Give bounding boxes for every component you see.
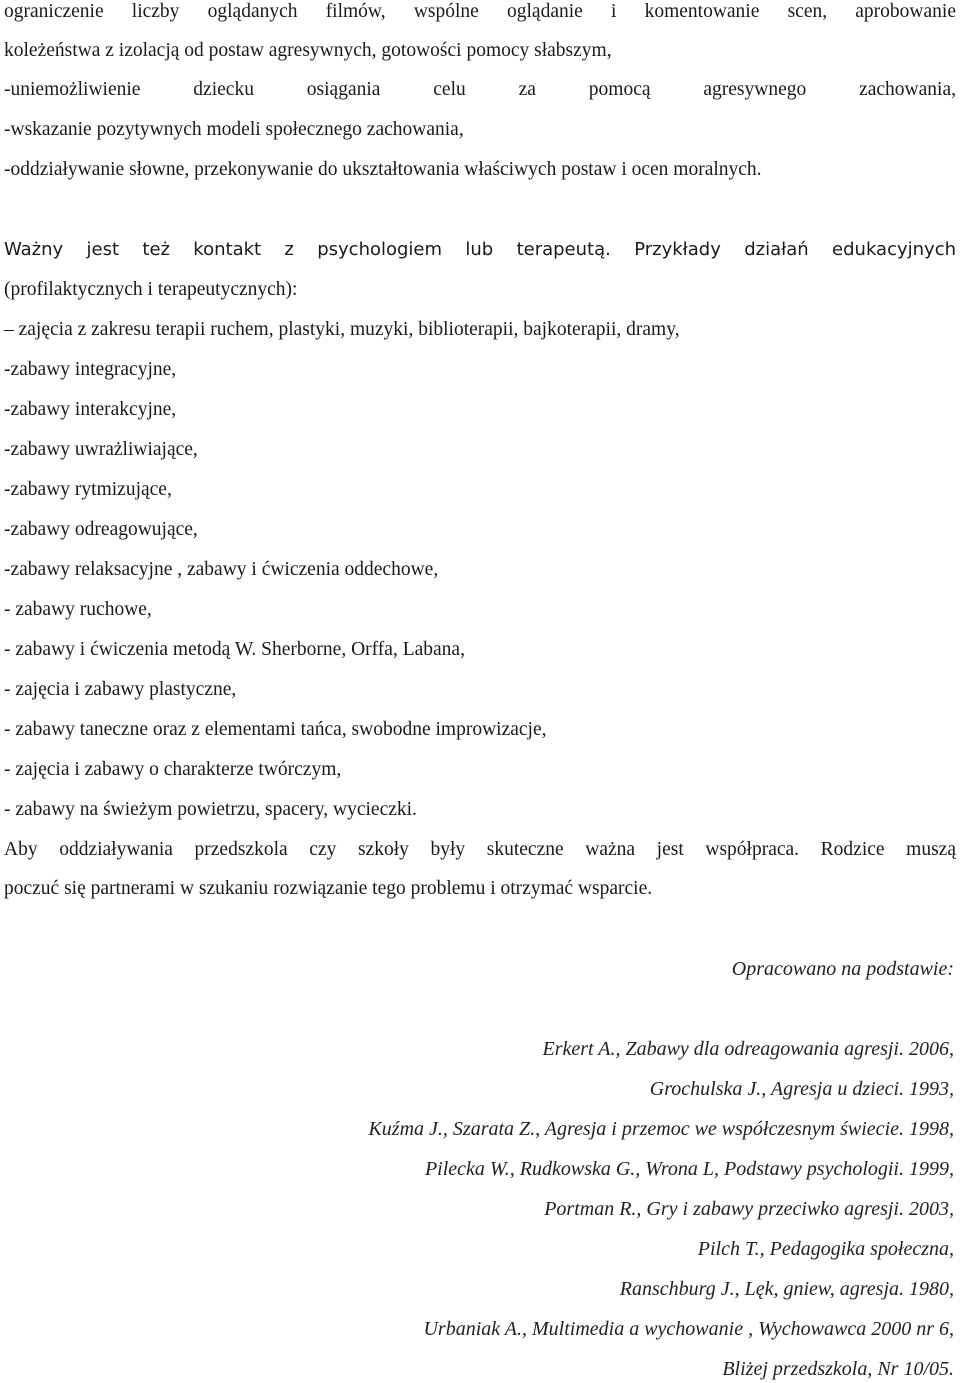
- reference-item: Pilecka W., Rudkowska G., Wrona L, Podstawy psychologii. 1999,: [424, 1158, 954, 1180]
- list-item: -zabawy integracyjne,: [4, 359, 177, 380]
- paragraph-line: poczuć się partnerami w szukaniu rozwiązanie tego problemu i otrzymać wsparcie.: [4, 878, 653, 899]
- list-item: -zabawy relaksacyjne , zabawy i ćwiczenia oddechowe,: [4, 559, 439, 580]
- reference-item: Erkert A., Zabawy dla odreagowania agresji. 2006,: [542, 1038, 954, 1060]
- list-item: - zabawy na świeżym powietrzu, spacery, wycieczki.: [4, 799, 417, 820]
- paragraph-line: Ważny jest też kontakt z psychologiem lub terapeutą. Przykłady działań edukacyjnych: [4, 239, 956, 260]
- paragraph-line: ograniczenie liczby oglądanych filmów, wspólne oglądanie i komentowanie scen, aprobowanie: [4, 1, 956, 22]
- paragraph-line: koleżeństwa z izolacją od postaw agresywnych, gotowości pomocy słabszym,: [4, 40, 612, 61]
- list-item: -zabawy interakcyjne,: [4, 399, 177, 420]
- paragraph-line: Aby oddziaływania przedszkola czy szkoły były skuteczne ważna jest współpraca. Rodzice muszą: [4, 839, 956, 860]
- list-item: - zabawy i ćwiczenia metodą W. Sherborne, Orffa, Labana,: [4, 639, 465, 660]
- paragraph-line: (profilaktycznych i terapeutycznych):: [4, 279, 298, 300]
- list-item: -zabawy odreagowujące,: [4, 519, 198, 540]
- list-item: -zabawy uwrażliwiające,: [4, 439, 198, 460]
- list-item: - zabawy ruchowe,: [4, 599, 152, 620]
- reference-item: Kuźma J., Szarata Z., Agresja i przemoc we współczesnym świecie. 1998,: [368, 1118, 954, 1140]
- reference-item: Portman R., Gry i zabawy przeciwko agresji. 2003,: [544, 1198, 954, 1220]
- sources-heading: Opracowano na podstawie:: [731, 958, 954, 980]
- list-item: - zajęcia i zabawy o charakterze twórczym,: [4, 759, 342, 780]
- list-item: -zabawy rytmizujące,: [4, 479, 172, 500]
- list-item: -uniemożliwienie dziecku osiągania celu za pomocą agresywnego zachowania,: [4, 79, 956, 100]
- reference-item: Ranschburg J., Lęk, gniew, agresja. 1980,: [619, 1278, 954, 1300]
- list-item: -wskazanie pozytywnych modeli społecznego zachowania,: [4, 119, 464, 140]
- list-item: - zajęcia i zabawy plastyczne,: [4, 679, 237, 700]
- list-item: – zajęcia z zakresu terapii ruchem, plastyki, muzyki, biblioterapii, bajkoterapii, dramy,: [4, 319, 680, 340]
- reference-item: Bliżej przedszkola, Nr 10/05.: [722, 1358, 954, 1380]
- list-item: - zabawy taneczne oraz z elementami tańca, swobodne improwizacje,: [4, 719, 547, 740]
- reference-item: Pilch T., Pedagogika społeczna,: [697, 1238, 954, 1260]
- list-item: -oddziaływanie słowne, przekonywanie do ukształtowania właściwych postaw i ocen moralnych.: [4, 159, 762, 180]
- reference-item: Grochulska J., Agresja u dzieci. 1993,: [649, 1078, 954, 1100]
- reference-item: Urbaniak A., Multimedia a wychowanie , Wychowawca 2000 nr 6,: [423, 1318, 954, 1340]
